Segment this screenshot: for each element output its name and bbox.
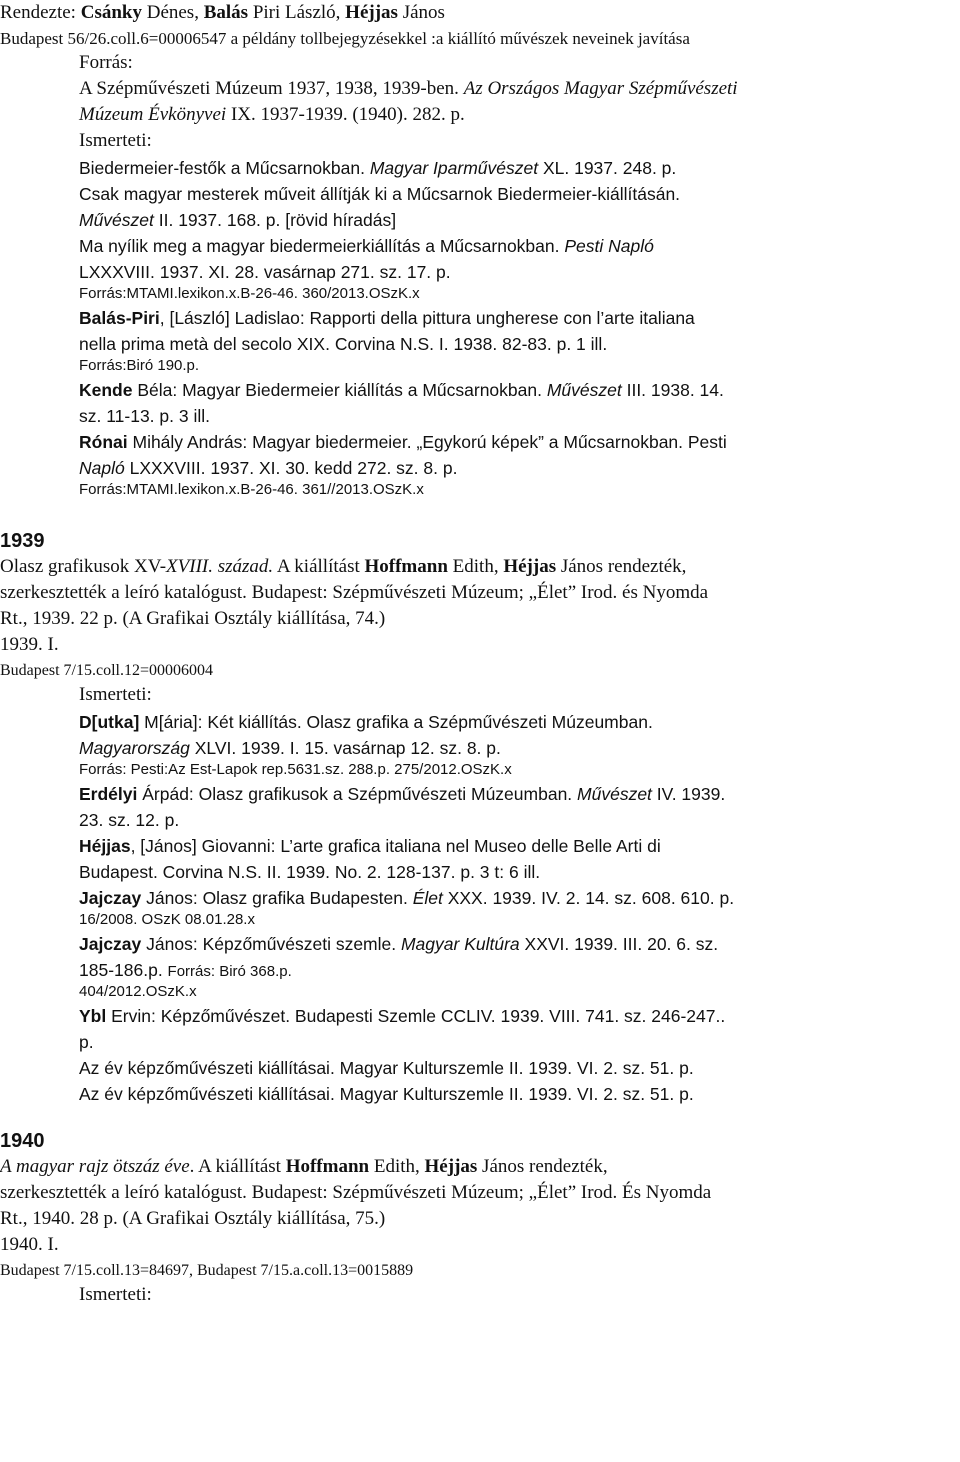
review-entry: p.	[79, 1032, 94, 1052]
curator-name: Héjjas	[424, 1156, 478, 1177]
review-entry	[79, 233, 654, 259]
review-entry	[79, 207, 396, 233]
exhibition-title-italic: A magyar rajz ötszáz éve	[0, 1156, 190, 1177]
review-text: XXVI. 1939. III. 20. 6. sz.	[519, 934, 719, 954]
review-entry	[79, 305, 695, 331]
review-title: Magyarország	[79, 738, 190, 758]
organizer-text: Dénes,	[141, 2, 204, 23]
organizer-text: Piri László,	[248, 2, 346, 23]
exhibition-text: János rendezték,	[477, 1156, 608, 1177]
review-text: II. 1937. 168. p. [rövid híradás]	[153, 210, 397, 230]
citation-text: IX. 1937-1939. (1940). 282. p.	[226, 104, 465, 125]
review-title: Pesti Napló	[564, 236, 654, 256]
organizer-name: Csánky	[80, 2, 142, 23]
review-entry	[79, 709, 653, 735]
review-entry	[79, 931, 718, 957]
review-entry	[79, 377, 724, 403]
review-text: IV. 1939.	[651, 784, 726, 804]
organizer-name: Balás	[203, 2, 249, 23]
review-author: Balás-Piri	[79, 308, 160, 328]
organizer-text: János	[397, 2, 445, 23]
reviews-label: Ismerteti:	[79, 684, 152, 705]
review-entry: Az év képzőművészeti kiállításai. Magyar Kulturszemle II. 1939. VI. 2. sz. 51. p.	[79, 1084, 694, 1104]
review-title: Művészet	[79, 210, 154, 230]
citation-text: A Szépművészeti Múzeum 1937, 1938, 1939-ben.	[79, 78, 464, 99]
review-entry: Budapest. Corvina N.S. II. 1939. No. 2. 128-137. p. 3 t: 6 ill.	[79, 862, 541, 882]
review-title: Magyar Kultúra	[400, 934, 520, 954]
reviews-label: Ismerteti:	[79, 1284, 152, 1305]
review-text: XXX. 1939. IV. 2. 14. sz. 608. 610. p.	[442, 888, 735, 908]
exhibition-text: Rt., 1939. 22 p. (A Grafikai Osztály kiállítása, 74.)	[0, 608, 386, 629]
review-text: 185-186.p.	[79, 960, 168, 980]
review-entry	[79, 957, 292, 983]
exhibition-text: . A kiállítást	[189, 1156, 286, 1177]
review-source: 16/2008. OSzK 08.01.28.x	[79, 911, 255, 928]
exhibition-date: 1939. I.	[0, 634, 59, 655]
exhibition-text: szerkesztették a leíró katalógust. Budapest: Szépművészeti Múzeum; „Élet” Irod. És Nyomda	[0, 1182, 712, 1203]
review-author: Erdélyi	[79, 784, 138, 804]
review-text: Béla: Magyar Biedermeier kiállítás a Műcsarnokban.	[132, 380, 547, 400]
review-text: Árpád: Olasz grafikusok a Szépművészeti Múzeumban.	[137, 784, 578, 804]
curator-name: Héjjas	[503, 556, 557, 577]
review-entry: Az év képzőművészeti kiállításai. Magyar Kulturszemle II. 1939. VI. 2. sz. 51. p.	[79, 1058, 694, 1078]
review-text: , [János] Giovanni: L’arte grafica italiana nel Museo delle Belle Arti di	[130, 836, 661, 856]
review-source: Forrás:Biró 190.p.	[79, 357, 200, 374]
review-entry: sz. 11-13. p. 3 ill.	[79, 406, 210, 426]
review-entry: 23. sz. 12. p.	[79, 810, 180, 830]
exhibition-text: Olasz grafikusok XV-	[0, 556, 167, 577]
review-entry	[79, 455, 457, 481]
inventory-line: Budapest 7/15.coll.13=84697, Budapest 7/15.a.coll.13=0015889	[0, 1262, 414, 1279]
review-source: Forrás: Pesti:Az Est-Lapok rep.5631.sz. 288.p. 275/2012.OSzK.x	[79, 761, 512, 778]
review-text: Ervin: Képzőművészet. Budapesti Szemle CCLIV. 1939. VIII. 741. sz. 246-247..	[106, 1006, 726, 1026]
review-entry	[79, 833, 661, 859]
citation-title: Az Országos Magyar Szépművészeti	[463, 78, 738, 99]
review-title: Magyar Iparművészet	[369, 158, 539, 178]
exhibition-title	[0, 554, 686, 580]
review-entry	[79, 429, 727, 455]
review-text: LXXXVIII. 1937. XI. 30. kedd 272. sz. 8. p.	[124, 458, 458, 478]
organizer-name: Héjjas	[345, 2, 398, 23]
review-author: Héjjas	[79, 836, 131, 856]
review-text: , [László] Ladislao: Rapporti della pittura ungherese con l’arte italiana	[159, 308, 695, 328]
review-entry	[79, 885, 734, 911]
review-author: Kende	[79, 380, 133, 400]
review-text: XL. 1937. 248. p.	[538, 158, 677, 178]
inventory-line: Budapest 7/15.coll.12=00006004	[0, 662, 214, 679]
review-title: Élet	[412, 888, 443, 908]
year-heading: 1939	[0, 530, 45, 552]
citation-title: Múzeum Évkönyvei	[79, 104, 227, 125]
exhibition-title	[0, 1154, 608, 1180]
review-entry: Csak magyar mesterek műveit állítják ki a Műcsarnok Biedermeier-kiállításán.	[79, 184, 681, 204]
review-text: János: Olasz grafika Budapesten.	[141, 888, 413, 908]
review-source: Forrás:MTAMI.lexikon.x.B-26-46. 360/2013.OSzK.x	[79, 285, 420, 302]
review-text: János: Képzőművészeti szemle.	[141, 934, 401, 954]
organizers-line	[0, 0, 445, 26]
review-entry	[79, 781, 725, 807]
reviews-label: Ismerteti:	[79, 130, 152, 151]
review-title: Napló	[79, 458, 125, 478]
exhibition-title-italic: XVIII. század.	[166, 556, 274, 577]
review-entry	[79, 1003, 725, 1029]
review-text: XLVI. 1939. I. 15. vasárnap 12. sz. 8. p.	[189, 738, 501, 758]
review-text: III. 1938. 14.	[621, 380, 724, 400]
review-text: M[ária]: Két kiállítás. Olasz grafika a Szépművészeti Múzeumban.	[139, 712, 653, 732]
review-entry	[79, 155, 676, 181]
review-title: Művészet	[577, 784, 652, 804]
exhibition-text: A kiállítást	[273, 556, 365, 577]
review-text: Mihály András: Magyar biedermeier. „Egykorú képek” a Műcsarnokban. Pesti	[127, 432, 727, 452]
review-source: Forrás:MTAMI.lexikon.x.B-26-46. 361//2013.OSzK.x	[79, 481, 424, 498]
review-entry: nella prima metà del secolo XIX. Corvina N.S. I. 1938. 82-83. p. 1 ill.	[79, 334, 608, 354]
review-author: Rónai	[79, 432, 128, 452]
exhibition-date: 1940. I.	[0, 1234, 59, 1255]
review-text: Biedermeier-festők a Műcsarnokban.	[79, 158, 370, 178]
exhibition-text: szerkesztették a leíró katalógust. Budapest: Szépművészeti Múzeum; „Élet” Irod. és Nyomda	[0, 582, 709, 603]
review-title: Művészet	[546, 380, 622, 400]
review-source: Forrás: Biró 368.p.	[167, 963, 292, 980]
review-author: Ybl	[79, 1006, 107, 1026]
review-source: 404/2012.OSzK.x	[79, 983, 197, 1000]
exhibition-text: Rt., 1940. 28 p. (A Grafikai Osztály kiállítása, 75.)	[0, 1208, 386, 1229]
year-heading: 1940	[0, 1130, 45, 1152]
source-label: Forrás:	[79, 52, 133, 73]
inventory-line: Budapest 56/26.coll.6=00006547 a példány tollbejegyzésekkel :a kiállító művészek neveinek javítása	[0, 29, 690, 48]
exhibition-text: János rendezték,	[556, 556, 687, 577]
exhibition-text: Edith,	[369, 1156, 425, 1177]
citation	[79, 76, 738, 102]
exhibition-text: Edith,	[447, 556, 504, 577]
review-author: D[utka]	[79, 712, 140, 732]
curator-name: Hoffmann	[285, 1156, 370, 1177]
review-text: Ma nyílik meg a magyar biedermeierkiállítás a Műcsarnokban.	[79, 236, 565, 256]
curator-name: Hoffmann	[364, 556, 448, 577]
organizers-label: Rendezte:	[0, 2, 81, 23]
review-author: Jajczay	[79, 888, 142, 908]
citation	[79, 102, 465, 128]
review-entry	[79, 735, 501, 761]
review-author: Jajczay	[79, 934, 142, 954]
review-entry: LXXXVIII. 1937. XI. 28. vasárnap 271. sz. 17. p.	[79, 262, 451, 282]
